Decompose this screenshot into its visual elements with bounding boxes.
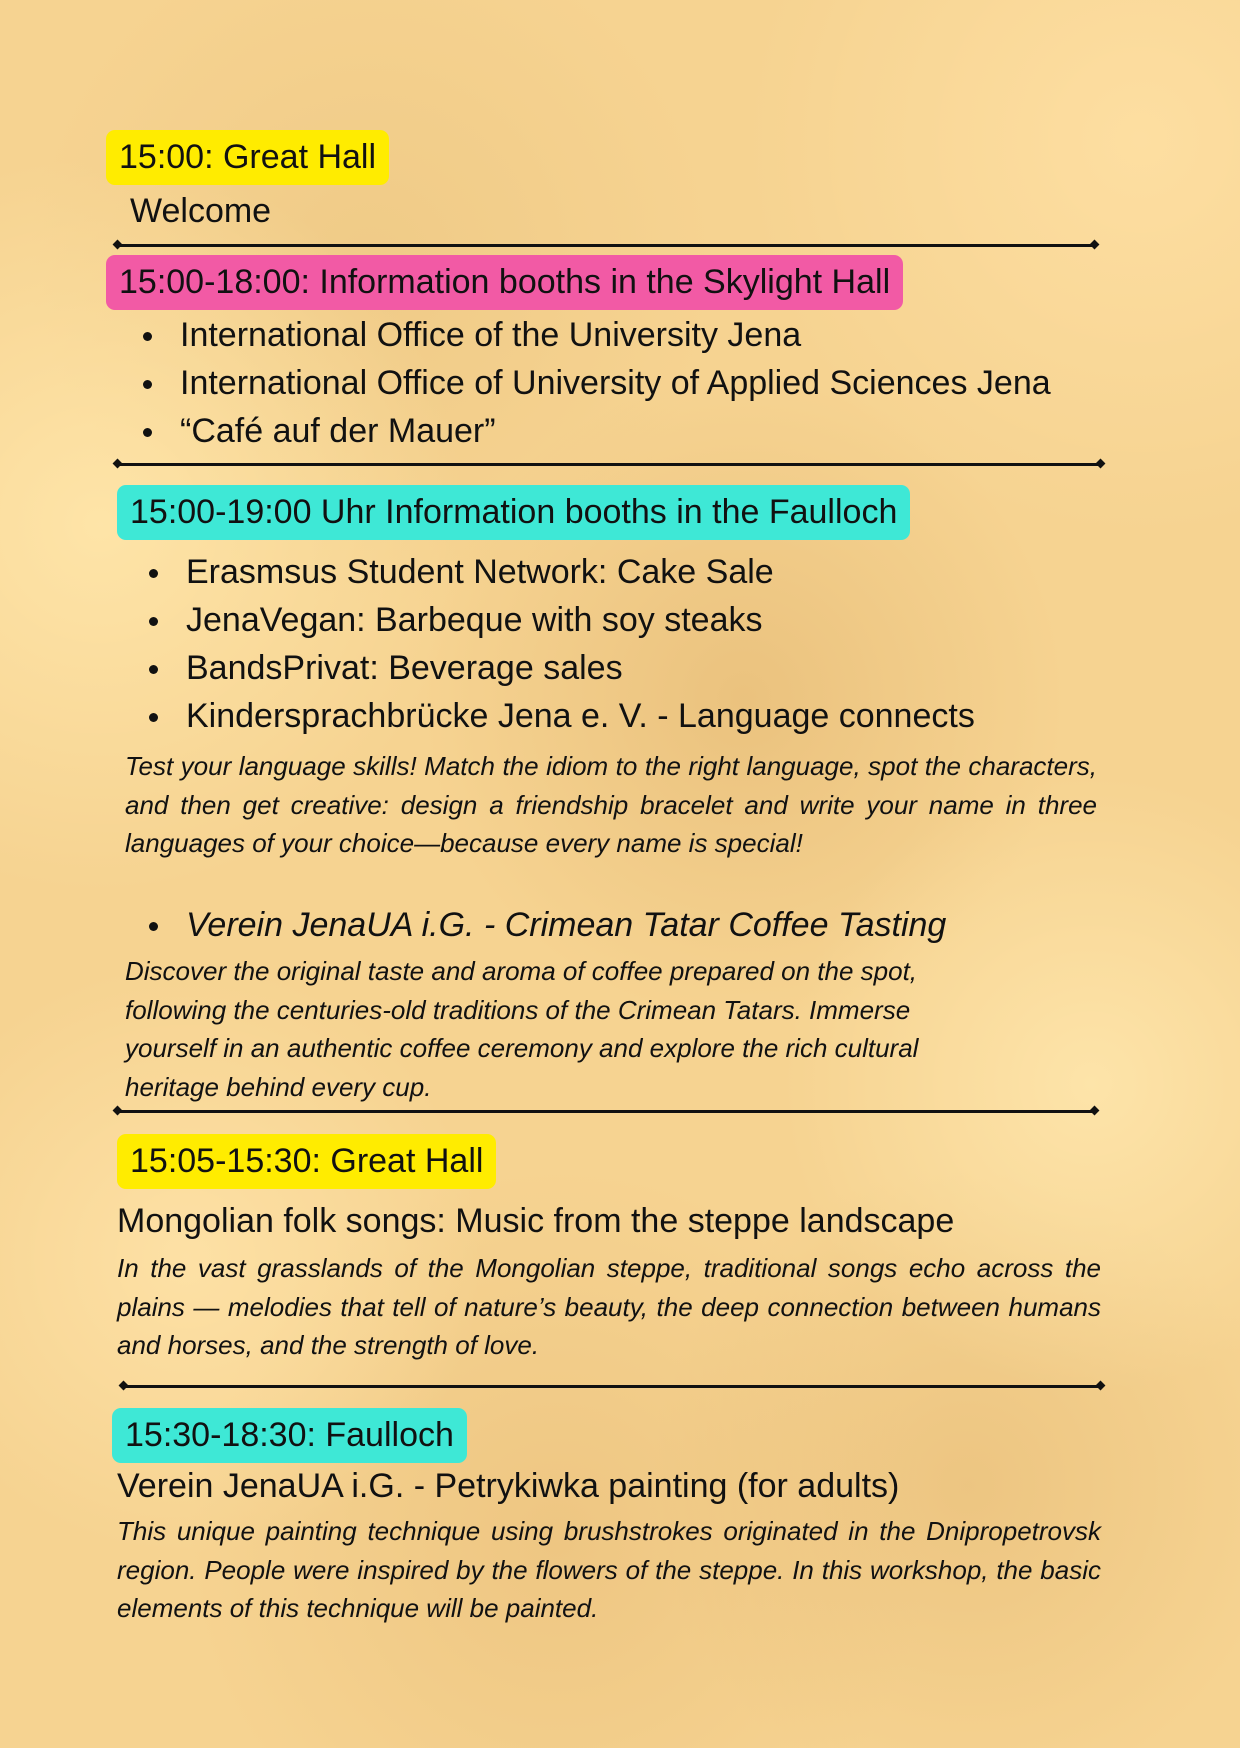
bullet-icon (149, 922, 158, 931)
description-line: heritage behind every cup. (125, 1071, 432, 1102)
concert-title: Mongolian folk songs: Music from the steppe landscape (117, 1202, 955, 1240)
faulloch-booth-list (128, 552, 975, 736)
workshop-title: Verein JenaUA i.G. - Petrykiwka painting (for adults) (117, 1467, 900, 1505)
list-item-label: JenaVegan: Barbeque with soy steaks (186, 601, 763, 639)
time-badge-great-hall: 15:00: Great Hall (106, 130, 389, 185)
time-badge-faulloch-workshop: 15:30-18:30: Faulloch (112, 1408, 467, 1463)
description-line: yourself in an authentic coffee ceremony and explore the rich cultural (125, 1033, 919, 1063)
workshop-description: This unique painting technique using brushstrokes originated in the Dnipropetrovsk region. People were inspired by the flowers of the steppe. In this workshop, the basic elements of this technique will be painted. (117, 1516, 1101, 1623)
time-badge-faulloch: 15:00-19:00 Uhr Information booths in the Faulloch (117, 485, 910, 540)
list-item (128, 600, 975, 640)
bullet-icon (149, 569, 158, 578)
list-item (128, 648, 975, 688)
bullet-icon (149, 665, 158, 674)
list-item-label: Verein JenaUA i.G. - Crimean Tatar Coffee Tasting (186, 906, 947, 944)
coffee-booth-list (128, 905, 946, 945)
list-item-label: Kindersprachbrücke Jena e. V. - Language connects (186, 697, 975, 735)
list-item (128, 905, 946, 945)
list-item (122, 363, 1051, 403)
description-line: following the centuries-old traditions of the Crimean Tatars. Immerse (125, 994, 911, 1025)
time-badge-great-hall-concert: 15:05-15:30: Great Hall (117, 1134, 496, 1189)
divider (116, 244, 1096, 247)
coffee-tasting-description (125, 952, 1105, 1106)
list-item (128, 696, 975, 736)
bullet-icon (143, 428, 152, 437)
list-item-label: Erasmsus Student Network: Cake Sale (186, 553, 774, 591)
divider (122, 1385, 1102, 1388)
language-activity-description: Test your language skills! Match the idiom to the right language, spot the characters, and then get creative: design a friendship bracelet and write your name in three languages of your choice—because every name is special! (125, 751, 1097, 858)
bullet-icon (143, 332, 152, 341)
bullet-icon (149, 713, 158, 722)
list-item (128, 552, 975, 592)
list-item (122, 315, 1051, 355)
description-line: Discover the original taste and aroma of coffee prepared on the spot, (125, 956, 918, 986)
skylight-booth-list (122, 315, 1051, 451)
bullet-icon (143, 380, 152, 389)
divider (116, 463, 1102, 466)
bullet-icon (149, 617, 158, 626)
time-badge-skylight-hall: 15:00-18:00: Information booths in the Skylight Hall (106, 255, 903, 310)
list-item-label: International Office of the University Jena (180, 316, 802, 354)
divider (116, 1110, 1096, 1113)
list-item-label: International Office of University of Applied Sciences Jena (180, 364, 1051, 402)
concert-description: In the vast grasslands of the Mongolian steppe, traditional songs echo across the plains — melodies that tell of nature’s beauty, the deep connection between humans and horses, and the strength of love. (117, 1253, 1101, 1360)
list-item (122, 411, 1051, 451)
welcome-title: Welcome (130, 192, 272, 230)
list-item-label: “Café auf der Mauer” (180, 412, 496, 450)
list-item-label: BandsPrivat: Beverage sales (186, 649, 623, 687)
